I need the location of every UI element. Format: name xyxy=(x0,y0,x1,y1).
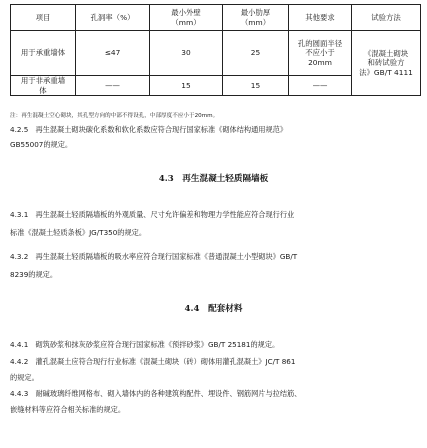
cell-other: —— xyxy=(289,76,352,96)
cell-item: 用于承重墙体 xyxy=(11,31,76,76)
header-cell-other: 其他要求 xyxy=(289,5,352,31)
requirements-table xyxy=(10,4,421,96)
clause-4-4-1: 4.4.1 砌筑砂浆和抹灰砂浆应符合现行国家标准《预拌砂浆》GB/T 25181的规定。 xyxy=(10,340,280,349)
clause-4-3-2-line-1: 4.3.2 再生混凝土轻质隔墙板的吸水率应符合现行国家标准《普通混凝土小型砌块》GB/T xyxy=(10,252,298,261)
clause-4-3-1-line-2: 标准《混凝土轻质条板》JG/T350的规定。 xyxy=(10,228,147,237)
header-cell-method: 试验方法 xyxy=(352,5,421,31)
clause-4-4-2-line-2: 的规定。 xyxy=(10,373,39,382)
cell-other: 孔的圆面半径 不应小于 20mm xyxy=(289,31,352,76)
table-note: 注：再生混凝土空心砌块，其孔型方向的中部不得设孔，中部厚度不应小于20mm。 xyxy=(10,113,219,119)
header-cell-porosity: 孔洞率（%） xyxy=(76,5,150,31)
clause-4-4-3-line-1: 4.4.3 耐碱玻璃纤维网格布、砌入墙体内的各种建筑构配件、埋设件、钢筋网片与拉结筋、 xyxy=(10,389,302,398)
cell-min-wall: 15 xyxy=(150,76,223,96)
section-heading-4-3: 4.3 再生混凝土轻质隔墙板 xyxy=(158,174,269,184)
cell-item: 用于非承重墙 体 xyxy=(11,76,76,96)
clause-4-3-1-line-1: 4.3.1 再生混凝土轻质隔墙板的外观质量、尺寸允许偏差和物理力学性能应符合现行行业 xyxy=(10,210,295,219)
clause-4-3-2-line-2: 8239的规定。 xyxy=(10,270,58,279)
table-row xyxy=(11,31,421,76)
header-cell-min-wall: 最小外壁 （mm） xyxy=(150,5,223,31)
cell-method: 《混凝土砌块 和砖试验方 法》GB/T 4111 xyxy=(352,31,421,96)
cell-min-rib: 15 xyxy=(223,76,289,96)
clause-4-2-5-line-1: 4.2.5 再生混凝土砌块碳化系数和软化系数应符合现行国家标准《砌体结构通用规范》 xyxy=(10,125,288,134)
cell-min-wall: 30 xyxy=(150,31,223,76)
clause-4-4-3-line-2: 嵌缝材料等应符合相关标准的规定。 xyxy=(10,405,126,414)
header-cell-min-rib: 最小肋厚 （mm） xyxy=(223,5,289,31)
cell-min-rib: 25 xyxy=(223,31,289,76)
cell-porosity: —— xyxy=(76,76,150,96)
table-header-row xyxy=(11,5,421,31)
clause-4-2-5-line-2: GB55007的规定。 xyxy=(10,140,73,149)
clause-4-4-2-line-1: 4.4.2 灌孔混凝土应符合现行行业标准《混凝土砌块（砖）砌体用灌孔混凝土》JC/T 861 xyxy=(10,357,296,366)
section-heading-4-4: 4.4 配套材料 xyxy=(184,304,243,314)
header-cell-item: 项目 xyxy=(11,5,76,31)
cell-porosity: ≤47 xyxy=(76,31,150,76)
